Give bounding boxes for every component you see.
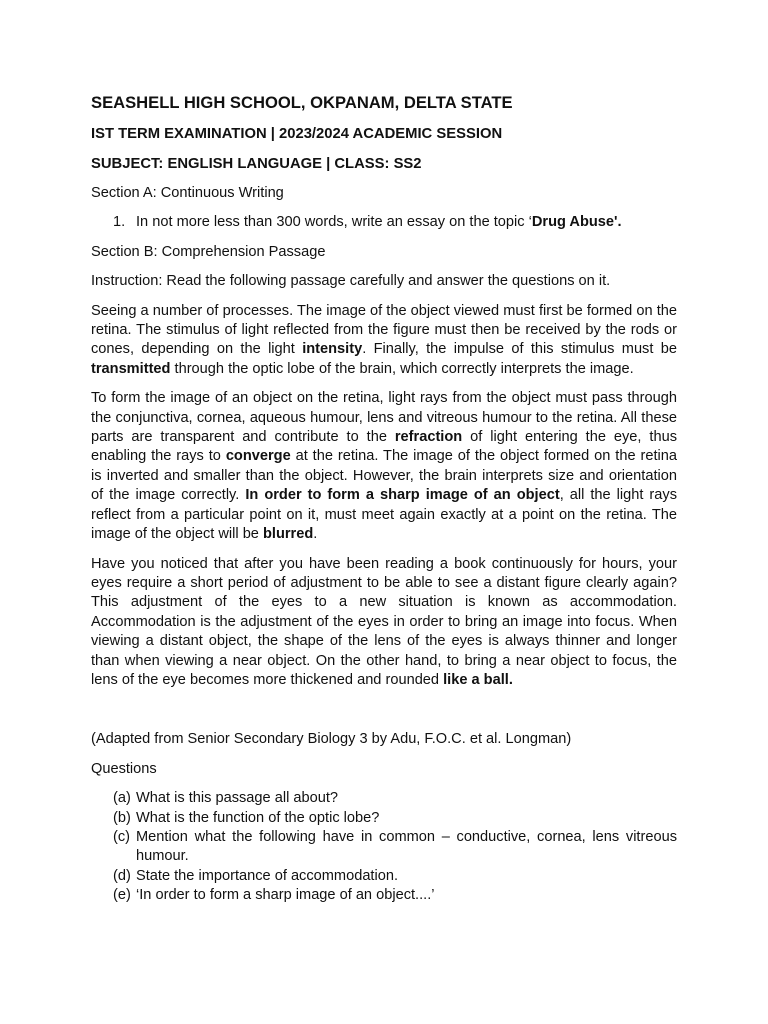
item-text: In not more less than 300 words, write an essay on the topic ‘ [136, 214, 532, 231]
question-text: What is this passage all about? [136, 790, 338, 807]
p2-text-1: To form the image of an object on the retina, light rays from the object must pass through the conjunctiva, cornea, aqueous humour, lens and vitreous humour to the retina. All these parts are transparent and contribute to the [91, 390, 677, 446]
p1-bold-intensity: intensity [302, 341, 363, 358]
p1-text-3: through the optic lobe of the brain, which correctly interprets the image. [170, 360, 634, 377]
item-topic: Drug Abuse'. [531, 214, 622, 231]
section-b-title: Section B: Comprehension Passage [91, 243, 326, 260]
p2-text-3: at the retina. The image of the object formed on the retina is inverted and smaller than the object. However, the brain interprets size and orientation of the image correctly. [91, 448, 677, 504]
question-text: State the importance of accommodation. [136, 867, 399, 884]
school-name: SEASHELL HIGH SCHOOL, OKPANAM, DELTA STATE [91, 93, 513, 112]
question-item [91, 828, 677, 867]
item-number: 1. [113, 214, 126, 231]
p2-text-4: , all the light rays reflect from a particular point on it, must meet again exactly at a point on the retina. The image of the object will be [91, 487, 677, 543]
section-a-item [91, 213, 677, 232]
instruction: Instruction: Read the following passage carefully and answer the questions on it. [91, 273, 611, 290]
passage-paragraph-3 [91, 555, 677, 691]
p2-text-2: of light entering the eye, thus enabling the rays to [91, 429, 677, 465]
p3-text-1: Have you noticed that after you have been reading a book continuously for hours, your eyes require a short period of adjustment to be able to see a distant figure clearly again? This adjustment of the eyes to a new situation is known as accommodation. Accommodation is the adjustment of the eyes in order to bring an image into focus. When viewing a distant object, the shape of the lens of the eyes is always thinner and longer than when viewing a near object. On the other hand, to bring a near object to focus, the lens of the eye becomes more thickened and rounded [91, 555, 677, 688]
subject-line: SUBJECT: ENGLISH LANGUAGE | CLASS: SS2 [91, 156, 422, 172]
p1-text-1: Seeing a number of processes. The image of the object viewed must first be formed on the retina. The stimulus of light reflected from the figure must then be received by the rods or cones, depending on the light [91, 302, 677, 358]
exam-document [91, 92, 677, 906]
question-text: Mention what the following have in common – conductive, cornea, lens vitreous humour. [136, 828, 677, 865]
section-a-list [91, 213, 677, 232]
p1-bold-transmitted: transmitted [91, 360, 171, 377]
questions-list [91, 789, 677, 905]
question-item [91, 789, 677, 808]
p1-text-2: . Finally, the impulse of this stimulus must be [362, 341, 677, 358]
question-label: (e) [113, 887, 131, 904]
passage-paragraph-2 [91, 389, 677, 544]
p2-text-5: . [313, 526, 318, 543]
question-label: (d) [113, 867, 131, 884]
question-item [91, 886, 677, 905]
question-text: What is the function of the optic lobe? [136, 809, 380, 826]
questions-title: Questions [91, 760, 157, 777]
p2-bold-converge: converge [225, 448, 291, 465]
p2-bold-sharp-image: In order to form a sharp image of an object [245, 487, 560, 504]
question-label: (c) [113, 828, 131, 845]
passage-source: (Adapted from Senior Secondary Biology 3 by Adu, F.O.C. et al. Longman) [91, 731, 572, 748]
exam-title: IST TERM EXAMINATION | 2023/2024 ACADEMIC SESSION [91, 126, 503, 142]
p2-bold-refraction: refraction [394, 429, 463, 446]
question-label: (a) [113, 790, 131, 807]
p2-bold-blurred: blurred [262, 526, 314, 543]
passage-paragraph-1 [91, 302, 677, 380]
question-item [91, 867, 677, 886]
question-label: (b) [113, 809, 131, 826]
p3-bold-like-a-ball: like a ball. [443, 671, 513, 688]
question-text: ‘In order to form a sharp image of an object....’ [136, 887, 435, 904]
question-item [91, 809, 677, 828]
section-a-title: Section A: Continuous Writing [91, 185, 284, 201]
spacer [91, 700, 677, 730]
